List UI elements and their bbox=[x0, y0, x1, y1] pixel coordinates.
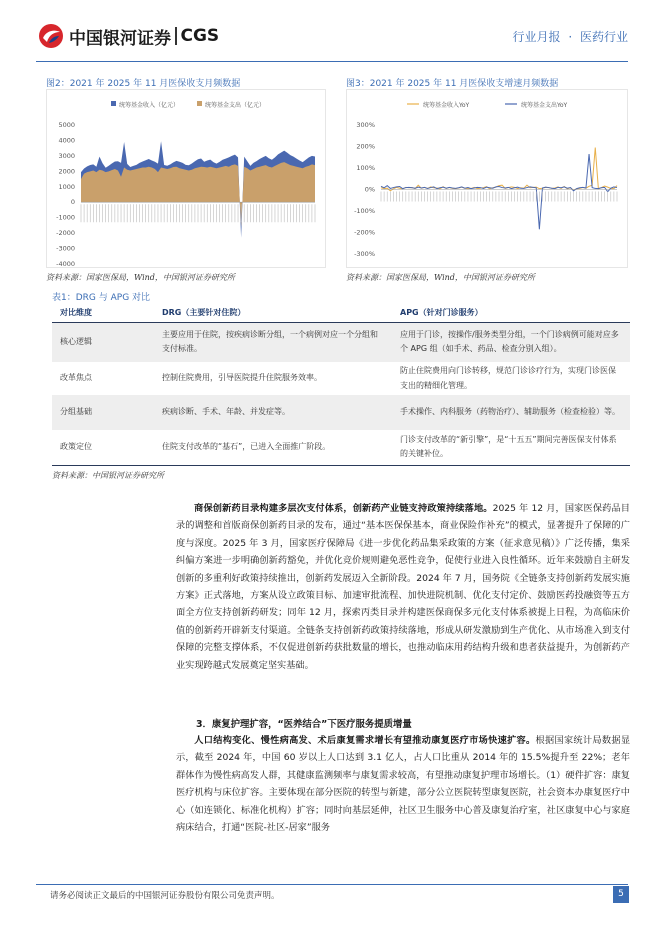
fig2-title: 图2：2021 年 2025 年 11 月医保收支月频数据 bbox=[46, 79, 241, 89]
y-tick-label: 5000 bbox=[58, 121, 75, 129]
y-tick-label: -100% bbox=[354, 207, 375, 215]
line-series bbox=[381, 148, 617, 191]
paragraph-lead: 商保创新药目录构建多层次支付体系，创新药产业链支持政策持续落地。 bbox=[194, 503, 493, 514]
row-drg: 主要应用于住院，按疾病诊断分组，一个病例对应一个分组和支付标准。 bbox=[154, 322, 392, 362]
row-dimension: 政策定位 bbox=[52, 430, 154, 465]
legend-label: 统筹基金支出（亿元） bbox=[205, 102, 266, 109]
row-dimension: 核心逻辑 bbox=[52, 322, 154, 362]
table-header-row bbox=[52, 304, 630, 322]
cgs-logo-icon bbox=[38, 23, 64, 49]
company-logo bbox=[38, 22, 219, 50]
row-drg: 住院支付改革的“基石”，已进入全面推广阶段。 bbox=[154, 430, 392, 465]
legend-label: 统筹基金收入（亿元） bbox=[119, 102, 180, 109]
y-tick-label: 0 bbox=[70, 198, 75, 207]
y-tick-label: -2000 bbox=[56, 229, 75, 238]
y-tick-label: -300% bbox=[354, 250, 375, 258]
y-tick-label: -1000 bbox=[56, 213, 75, 222]
logo-divider bbox=[175, 27, 177, 45]
row-drg: 控制住院费用，引导医院提升住院服务效率。 bbox=[162, 373, 322, 383]
y-tick-label: 300% bbox=[356, 121, 375, 129]
fig3-source: 资料来源：国家医保局，Wind，中国银河证券研究所 bbox=[346, 273, 535, 282]
report-category: 行业月报 bbox=[512, 30, 561, 44]
logo-english-text: CGS bbox=[180, 26, 220, 46]
fig2-source: 资料来源：国家医保局，Wind，中国银河证券研究所 bbox=[46, 273, 235, 282]
report-type bbox=[512, 28, 628, 45]
y-tick-label: 3000 bbox=[58, 151, 75, 160]
row-apg: 应用于门诊，按操作/服务类型分组，一个门诊病例可能对应多个 APG 组（如手术、药品、检查分别入组）。 bbox=[392, 322, 630, 362]
header-dimension: 对比维度 bbox=[52, 304, 154, 322]
paragraph-body: 根据国家统计局数据显示，截至 2024 年，中国 60 岁以上人口达到 3.1 亿人，占人口比重从 2014 年的 15.5%提升至 22%；老年群体作为慢性病高发人群，其健康监测频率与康复需求较高，有望推动康复护理市场增长。（1）硬件扩容：康复医疗机构与床位扩容。主要体现在部分医院的转型与新建，部分公立医院转型康复医院，社会资本办康复医疗中心（如连锁化、标准化机构）扩容；同时向基层延伸，社区卫生服务中心普及康复治疗室，社区康复中心与家庭病床结合，打通“医院-社区-居家”服务 bbox=[176, 735, 631, 834]
fig2-area-chart bbox=[47, 90, 325, 267]
y-tick-label: 1000 bbox=[58, 182, 75, 191]
y-tick-label: 0% bbox=[364, 185, 375, 194]
table-title: 表1：DRG 与 APG 对比 bbox=[52, 293, 151, 303]
page-number: 5 bbox=[613, 886, 629, 903]
legend-label: 统筹基金支出YoY bbox=[521, 102, 568, 109]
row-dimension: 改革焦点 bbox=[60, 373, 92, 383]
row-apg: 门诊支付改革的“新引擎”，是“十五五”期间完善医保支付体系的关键补位。 bbox=[392, 430, 630, 465]
table-row bbox=[52, 322, 630, 362]
header-drg: DRG（主要针对住院） bbox=[154, 304, 392, 322]
table-source: 资料来源：中国银河证券研究所 bbox=[52, 471, 164, 480]
header-apg: APG（针对门诊服务） bbox=[392, 304, 630, 322]
paragraph-body: 2025 年 12 月，国家医保药品目录的调整和首版商保创新药目录的发布，通过“基本医保保基本，商业保险作补充”的模式，显著提升了保障的广度与深度。2025 年 3 月，国家医疗保障局《进一步优化药品集采政策的方案（征求意见稿）》广泛传播，集采纠偏方案进一步明确创新药豁免，并优化竞价规则避免恶性竞争，促使行业进入良性循环。近年来鼓励自主研发创新的多重利好政策持续推出，创新药发展迈入全新阶段。2024 年 7 月，国务院《全链条支持创新药发展实施方案》正式落地，方案从设立政策目标、加速审批流程、加快进院机制、优化支付定价、鼓励医药投融资等五方面全方位支持创新药研发；同年 12 月，探索丙类目录并构建医保商保多元化支付体系被提上日程，为高临床价值的创新药开辟新支付渠道。全链条支持创新药政策持续落地，形成从研发激励到生产优化、从市场准入到支付保障的完整支撑体系，不仅促进创新药获批数量的增长，也推动临床用药结构升级和患者获益提升，为创新药产业实现跨越式发展奠定坚实基础。 bbox=[176, 503, 630, 671]
row-dimension: 分组基础 bbox=[52, 395, 154, 430]
y-tick-label: -4000 bbox=[56, 260, 75, 267]
y-tick-label: 200% bbox=[356, 142, 375, 151]
fig3-title: 图3：2021 年 2025 年 11 月医保收支增速月频数据 bbox=[346, 79, 559, 89]
row-apg: 手术操作、内科服务（药物治疗）、辅助服务（检查检验）等。 bbox=[392, 395, 630, 430]
fig2-chart-frame bbox=[46, 89, 326, 268]
report-industry: 医药行业 bbox=[579, 30, 628, 44]
table-row bbox=[52, 430, 630, 465]
logo-chinese-text: 中国银河证券 bbox=[69, 28, 171, 49]
row-drg: 疾病诊断、手术、年龄、并发症等。 bbox=[154, 395, 392, 430]
paragraph-rehabilitation bbox=[176, 732, 630, 836]
legend-label: 统筹基金收入YoY bbox=[423, 102, 470, 109]
y-tick-label: 4000 bbox=[58, 136, 75, 145]
footer-divider bbox=[36, 884, 628, 885]
y-tick-label: -3000 bbox=[56, 244, 75, 253]
section-3-title: 3．康复护理扩容，“医养结合”下医疗服务提质增量 bbox=[196, 719, 412, 730]
table-row bbox=[52, 395, 630, 430]
fig3-chart-frame bbox=[346, 89, 628, 268]
y-tick-label: 100% bbox=[356, 164, 375, 172]
legend-swatch bbox=[197, 101, 202, 106]
table-row bbox=[52, 362, 630, 395]
fig3-line-chart bbox=[347, 90, 627, 267]
header-divider bbox=[36, 61, 628, 62]
drg-apg-table bbox=[52, 304, 630, 466]
paragraph-lead: 人口结构变化、慢性病高发、术后康复需求增长有望推动康复医疗市场快速扩容。 bbox=[194, 735, 536, 746]
footer-disclaimer: 请务必阅读正文最后的中国银河证券股份有限公司免责声明。 bbox=[50, 891, 280, 901]
header-separator: · bbox=[568, 30, 573, 44]
y-tick-label: 2000 bbox=[58, 167, 75, 176]
page-header bbox=[0, 0, 662, 70]
legend-swatch bbox=[111, 101, 116, 106]
row-apg: 防止住院费用向门诊转移，规范门诊诊疗行为，实现门诊医保支出的精细化管理。 bbox=[400, 366, 616, 390]
paragraph-innovative-drugs bbox=[176, 500, 630, 674]
y-tick-label: -200% bbox=[354, 228, 375, 237]
